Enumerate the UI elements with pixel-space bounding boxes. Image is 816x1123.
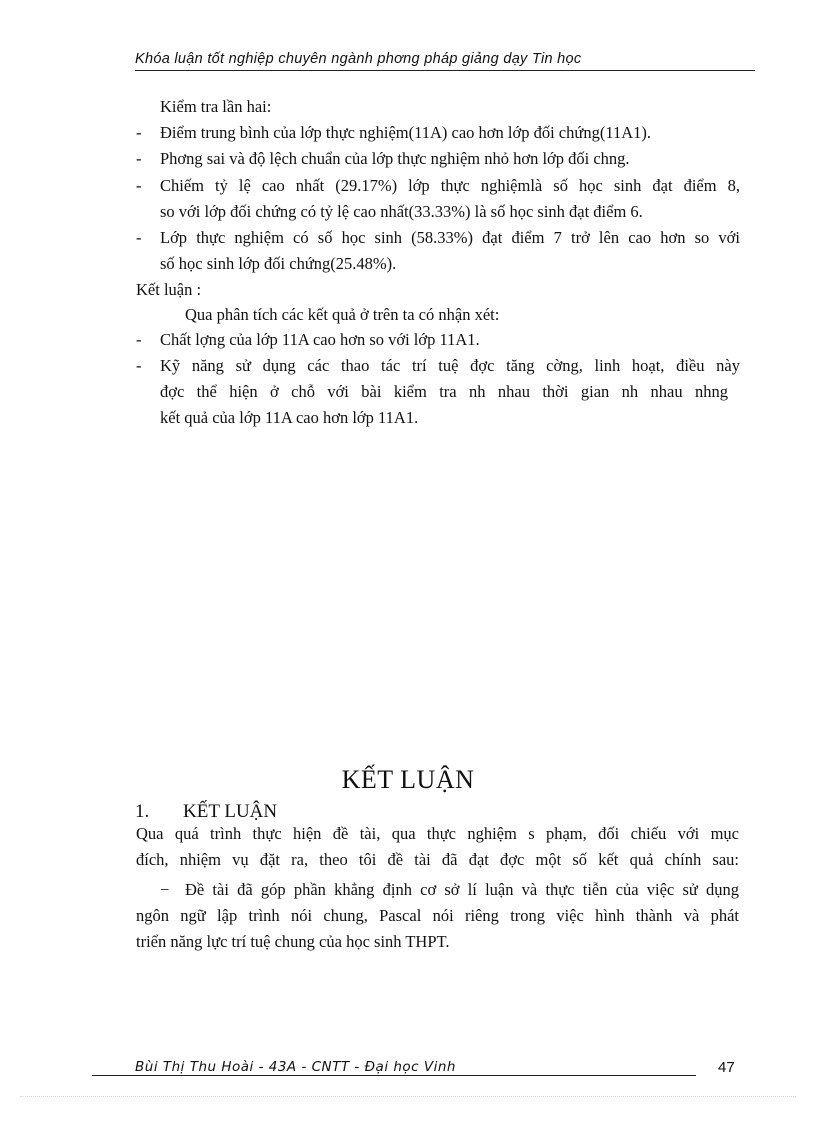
conclusion-label: Kết luận : — [136, 280, 202, 299]
second-test-heading: Kiểm tra lần hai: — [160, 97, 272, 116]
bullet-marker: − — [160, 880, 170, 899]
bullet-text: Chiếm tỷ lệ cao nhất (29.17%) lớp thực nghiệmlà số học sinh đạt điểm 8, — [160, 176, 740, 195]
bullet-text: Phơng sai và độ lệch chuẩn của lớp thực nghiệm nhỏ hơn lớp đối chng. — [160, 149, 630, 168]
bullet-dash: - — [136, 176, 142, 195]
bullet-text: số học sinh lớp đối chứng(25.48%). — [160, 254, 397, 273]
bullet-dash: - — [136, 330, 142, 349]
paragraph-line: Đề tài đã góp phần khẳng định cơ sở lí luận và thực tiễn của việc sử dụng — [185, 880, 739, 899]
footer-rule — [92, 1075, 696, 1076]
footer-author: Bùi Thị Thu Hoài - 43A - CNTT - Đại học Vinh — [135, 1059, 456, 1075]
bullet-dash: - — [136, 123, 142, 142]
bullet-text: kết quả của lớp 11A cao hơn lớp 11A1. — [160, 408, 419, 427]
section-number: 1. — [135, 801, 150, 822]
section-title: KẾT LUẬN — [183, 801, 278, 822]
conclusion-intro: Qua phân tích các kết quả ở trên ta có nhận xét: — [185, 305, 500, 324]
bullet-text: Kỹ năng sử dụng các thao tác trí tuệ đợc tăng cờng, linh hoạt, điều này — [160, 356, 740, 375]
bullet-text: so với lớp đối chứng có tỷ lệ cao nhất(33.33%) là số học sinh đạt điểm 6. — [160, 202, 643, 221]
chapter-title: KẾT LUẬN — [341, 765, 475, 794]
bullet-text: Lớp thực nghiệm có số học sinh (58.33%) đạt điểm 7 trở lên cao hơn so với — [160, 228, 740, 247]
paragraph-line: triển năng lực trí tuệ chung của học sinh THPT. — [136, 932, 450, 951]
bullet-dash: - — [136, 228, 142, 247]
bullet-text: đợc thể hiện ở chỗ với bài kiểm tra nh nhau thời gian nh nhau nhng — [160, 382, 728, 401]
bullet-dash: - — [136, 356, 142, 375]
page-bottom-divider — [20, 1096, 796, 1097]
paragraph-line: ngôn ngữ lập trình nói chung, Pascal nói riêng trong việc hình thành và phát — [136, 906, 739, 925]
page-number: 47 — [718, 1059, 735, 1076]
paragraph-line: Qua quá trình thực hiện đề tài, qua thực nghiệm s phạm, đối chiếu với mục — [136, 824, 739, 843]
bullet-text: Điểm trung bình của lớp thực nghiệm(11A) cao hơn lớp đối chứng(11A1). — [160, 123, 651, 142]
bullet-dash: - — [136, 149, 142, 168]
paragraph-line: đích, nhiệm vụ đặt ra, theo tôi đề tài đã đạt đợc một số kết quả chính sau: — [136, 850, 739, 869]
page-header — [135, 50, 755, 71]
header-title: Khóa luận tốt nghiệp chuyên ngành phơng pháp giảng dạy Tin học — [135, 51, 582, 67]
bullet-text: Chất lợng của lớp 11A cao hơn so với lớp 11A1. — [160, 330, 480, 349]
